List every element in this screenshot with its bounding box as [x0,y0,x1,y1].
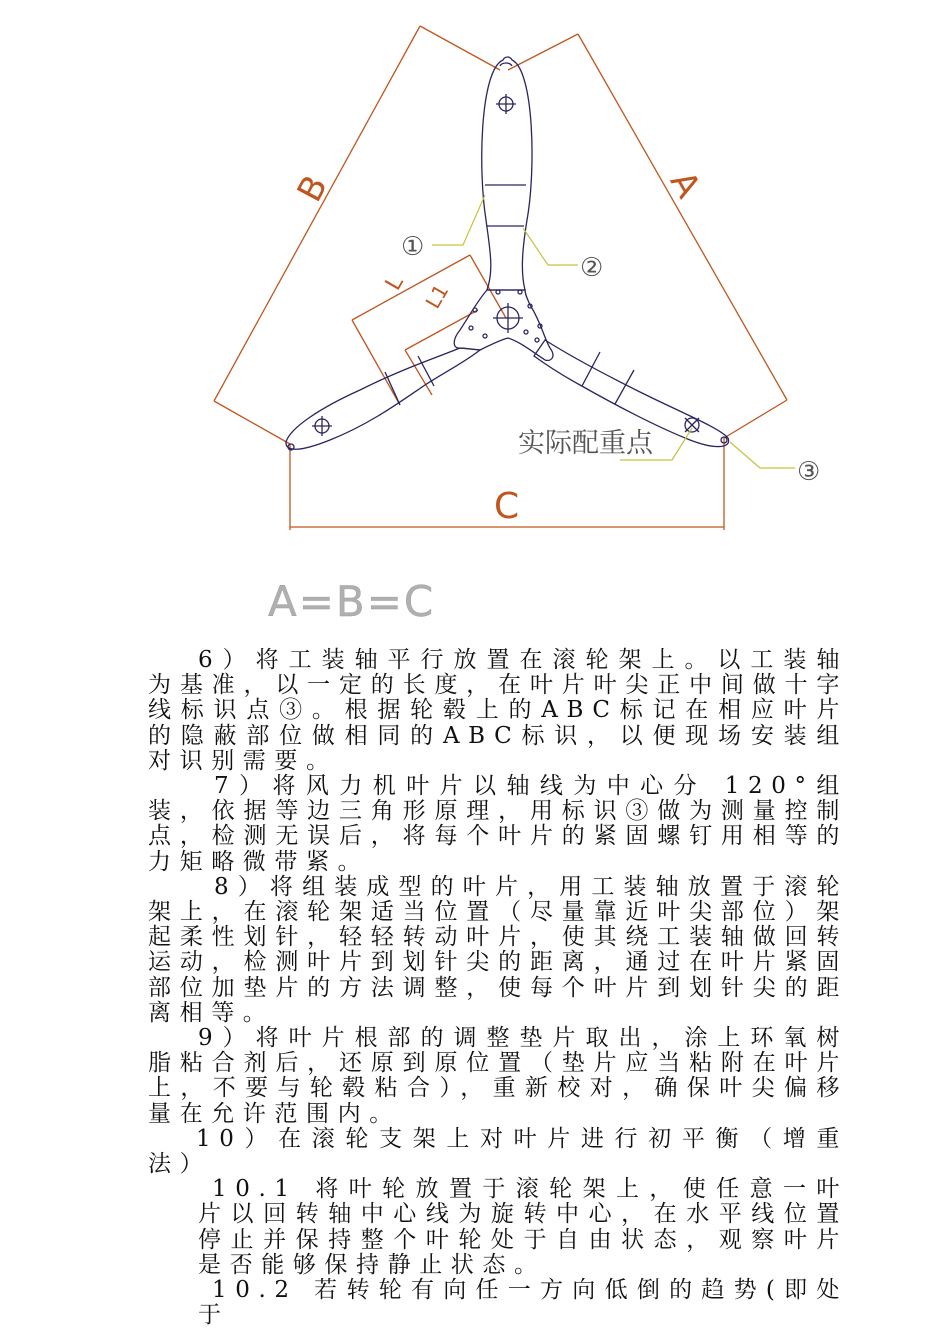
blade-left [286,348,480,449]
blade-top [482,57,532,290]
dimension-lines [214,26,787,530]
label-A: A [661,164,709,205]
paragraph-step-6: 6）将工装轴平行放置在滚轮架上。以工装轴为基准，以一定的长度，在叶片叶尖正中间做十字线标识点③。根据轮毂上的ABC标记在相应叶片的隐蔽部位做相同的ABC标识，以便现场安装组对识别需要。 [148,647,848,774]
paragraph-step-9: 9）将叶片根部的调整垫片取出，涂上环氧树脂粘合剂后，还原到原位置（垫片应当粘附在叶片上，不要与轮毂粘合），重新校对，确保叶尖偏移量在允许范围内。 [148,1025,848,1127]
paragraph-step-8: 8）将组装成型的叶片，用工装轴放置于滚轮架上，在滚轮架适当位置（尽量靠近叶尖部位）架起柔性划针，轻轻转动叶片，使其绕工装轴做回转运动，检测叶片到划针尖的距离，通过在叶片紧固部位加垫片的方法调整，使每个叶片到划针尖的距离相等。 [148,873,848,1026]
procedure-text [148,648,848,1328]
label-L: L [380,271,409,295]
paragraph-step-10-1: 10.1 将叶轮放置于滚轮架上，使任意一叶片以回转轴中心线为旋转中心，在水平线位置停止并保持整个叶轮处于自由状态，观察叶片是否能够保持静止状态。 [198,1176,848,1278]
label-circle-3: ③ [797,457,821,487]
rotor-blade-diagram [0,0,950,640]
label-B: B [289,169,336,209]
label-circle-2: ② [580,253,604,283]
label-C: C [494,486,520,527]
paragraph-step-10-2: 10.2 若转轮有向任一方向低倒的趋势(即处于 [198,1277,848,1329]
label-L1: L1 [420,279,454,313]
label-actual-balance-point: 实际配重点 [518,428,653,459]
label-circle-1: ① [401,232,425,262]
paragraph-step-10: 10）在滚轮支架上对叶片进行初平衡（增重法） [148,1125,848,1178]
blades [286,57,729,450]
paragraph-step-7: 7）将风力机叶片以轴线为中心分 120°组装，依据等边三角形原理，用标识③做为测量控制点，检测无误后，将每个叶片的紧固螺钉用相等的力矩略微带紧。 [148,773,848,875]
equation-a-b-c: A=B=C [268,577,436,626]
